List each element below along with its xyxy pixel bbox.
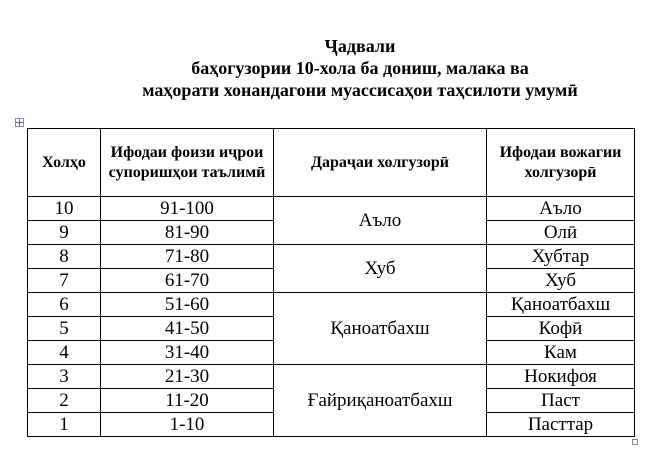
table-row [28,197,635,221]
cell-percent: 91-100 [101,197,274,221]
title-line-3: маҳорати хонандагони муассисаҳои таҳсилоти умумӣ [142,80,578,100]
cell-verbal: Олӣ [487,221,635,245]
cell-percent: 41-50 [101,317,274,341]
cell-points: 7 [28,269,101,293]
table-move-handle-icon[interactable] [15,118,24,127]
cell-points: 5 [28,317,101,341]
cell-verbal: Хуб [487,269,635,293]
cell-verbal: Кам [487,341,635,365]
cell-points: 8 [28,245,101,269]
cell-percent: 11-20 [101,389,274,413]
cell-points: 1 [28,413,101,437]
cell-percent: 71-80 [101,245,274,269]
cell-points: 4 [28,341,101,365]
table-header-row [28,129,635,197]
title-line-2: баҳогузории 10-хола ба дониш, малака ва [191,58,529,78]
header-verbal: Ифодаи вожагии холгузорӣ [487,129,635,197]
cell-verbal: Пасттар [487,413,635,437]
cell-verbal: Хубтар [487,245,635,269]
cell-verbal: Аъло [487,197,635,221]
cell-level: Хуб [274,245,487,293]
header-percent: Ифодаи фоизи иҷрои супоришҳои таълимӣ [101,129,274,197]
table-body [28,197,635,437]
cell-points: 3 [28,365,101,389]
cell-percent: 81-90 [101,221,274,245]
cell-verbal: Қаноатбахш [487,293,635,317]
cell-verbal: Паст [487,389,635,413]
cell-level: Аъло [274,197,487,245]
document-title [100,35,620,101]
title-line-1: Ҷадвали [324,36,396,56]
cell-verbal: Кофӣ [487,317,635,341]
table-row [28,365,635,389]
header-points: Холҳо [28,129,101,197]
cell-percent: 61-70 [101,269,274,293]
header-level: Дараҷаи холгузорӣ [274,129,487,197]
cell-level: Қаноатбахш [274,293,487,365]
grading-table [27,128,635,437]
cell-verbal: Нокифоя [487,365,635,389]
cell-points: 6 [28,293,101,317]
cell-percent: 21-30 [101,365,274,389]
cell-level: Ғайриқаноатбахш [274,365,487,437]
cell-points: 2 [28,389,101,413]
table-resize-handle[interactable] [632,439,638,445]
cell-percent: 1-10 [101,413,274,437]
table-row [28,293,635,317]
cell-percent: 51-60 [101,293,274,317]
cell-points: 10 [28,197,101,221]
table-row [28,245,635,269]
cell-points: 9 [28,221,101,245]
cell-percent: 31-40 [101,341,274,365]
